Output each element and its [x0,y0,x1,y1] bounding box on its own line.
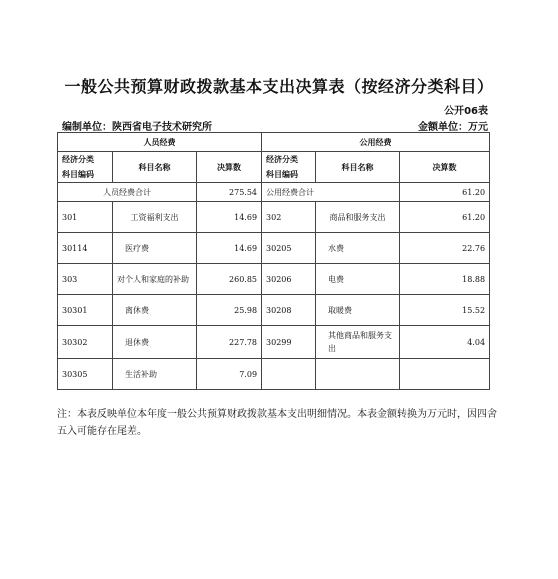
left-code: 30114 [58,233,113,264]
personnel-total-label: 人员经费合计 [58,183,197,202]
right-name: 取暖费 [316,295,400,326]
left-amount: 25.98 [197,295,262,326]
left-amount: 14.69 [197,233,262,264]
summary-row [58,183,490,202]
right-amount: 22.76 [400,233,490,264]
table-row [58,233,490,264]
right-amount: 15.52 [400,295,490,326]
right-name: 其他商品和服务支出 [316,326,400,359]
name-column-header: 科目名称 [113,152,197,183]
left-name: 离休费 [113,295,197,326]
table-row [58,295,490,326]
left-name: 对个人和家庭的补助 [113,264,197,295]
left-code: 30305 [58,359,113,390]
right-name [316,359,400,390]
report-title: 一般公共预算财政拨款基本支出决算表（按经济分类科目） [64,77,494,96]
expenditure-table [57,132,490,390]
right-code: 302 [262,202,316,233]
right-amount: 18.88 [400,264,490,295]
form-number: 公开06表 [444,106,488,117]
code-column-header [58,152,113,183]
table-row [58,202,490,233]
table-row [58,359,490,390]
public-expense-group-header: 公用经费 [262,133,490,152]
left-amount: 7.09 [197,359,262,390]
code-header-line2: 科目编码 [266,170,299,179]
right-name: 水费 [316,233,400,264]
left-name: 医疗费 [113,233,197,264]
left-name: 工资福利支出 [113,202,197,233]
right-name: 电费 [316,264,400,295]
personnel-total-amount: 275.54 [197,183,262,202]
left-name: 退休费 [113,326,197,359]
right-amount: 61.20 [400,202,490,233]
code-column-header [262,152,316,183]
name-column-header: 科目名称 [316,152,400,183]
left-code: 301 [58,202,113,233]
right-code: 30208 [262,295,316,326]
right-code: 30206 [262,264,316,295]
left-code: 30302 [58,326,113,359]
table-row [58,264,490,295]
personnel-expense-group-header: 人员经费 [58,133,262,152]
right-code: 30205 [262,233,316,264]
left-amount: 260.85 [197,264,262,295]
right-code [262,359,316,390]
left-amount: 14.69 [197,202,262,233]
code-header-line1: 经济分类 [266,155,299,164]
code-header-line2: 科目编码 [62,170,94,179]
amount-column-header: 决算数 [400,152,490,183]
right-amount [400,359,490,390]
left-code: 30301 [58,295,113,326]
public-total-amount: 61.20 [400,183,490,202]
right-name: 商品和服务支出 [316,202,400,233]
public-total-label: 公用经费合计 [262,183,400,202]
left-code: 303 [58,264,113,295]
left-name: 生活补助 [113,359,197,390]
compiling-unit: 编制单位：陕西省电子技术研究所 [62,122,212,133]
table-row [58,326,490,359]
amount-unit: 金额单位：万元 [418,122,488,133]
right-amount: 4.04 [400,326,490,359]
amount-column-header: 决算数 [197,152,262,183]
footnote: 注：本表反映单位本年度一般公共预算财政拨款基本支出明细情况。本表金额转换为万元时，因四舍五入可能存在尾差。 [57,409,497,437]
right-code: 30299 [262,326,316,359]
left-amount: 227.78 [197,326,262,359]
code-header-line1: 经济分类 [62,155,94,164]
